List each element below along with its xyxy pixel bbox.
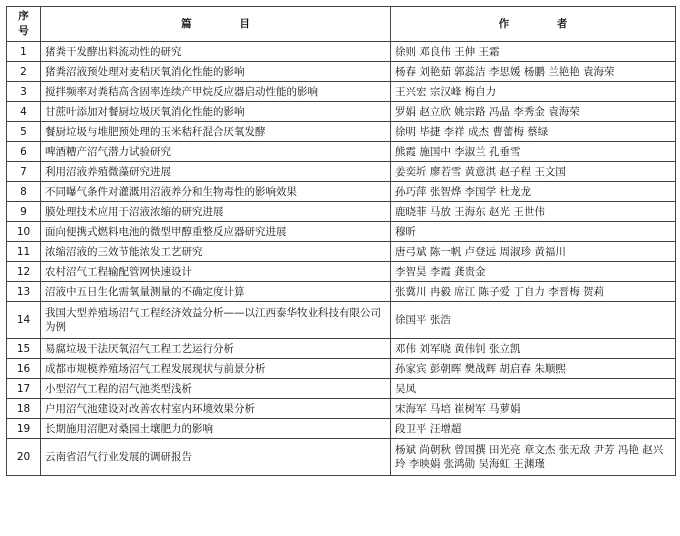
cell-authors: 孙家宾 彭朝晖 樊战辉 胡启春 朱顺熙: [391, 359, 676, 379]
cell-title: 云南省沼气行业发展的调研报告: [41, 439, 391, 476]
article-table: [6, 6, 676, 476]
cell-title: 易腐垃圾干法厌氧沼气工程工艺运行分析: [41, 339, 391, 359]
table-row: [7, 439, 676, 476]
header-number-line1: 序: [18, 10, 29, 22]
cell-number: 5: [7, 122, 41, 142]
cell-number: 4: [7, 102, 41, 122]
table-row: [7, 222, 676, 242]
cell-authors: 孙巧萍 张智烨 李国学 杜龙龙: [391, 182, 676, 202]
cell-number: 2: [7, 62, 41, 82]
header-title: 篇 目: [41, 7, 391, 42]
table-row: [7, 142, 676, 162]
cell-authors: 宋海军 马培 崔树军 马萝娟: [391, 399, 676, 419]
table-header-row: [7, 7, 676, 42]
table-row: [7, 82, 676, 102]
cell-authors: 徐明 毕捷 李祥 成杰 曹蕾梅 蔡绿: [391, 122, 676, 142]
cell-authors: 吴凤: [391, 379, 676, 399]
cell-title: 猪粪干发酵出料流动性的研究: [41, 42, 391, 62]
cell-title: 利用沼液养殖微藻研究进展: [41, 162, 391, 182]
table-row: [7, 62, 676, 82]
table-row: [7, 122, 676, 142]
cell-authors: 段卫平 汪增超: [391, 419, 676, 439]
cell-authors: 杨斌 尚朝秋 曾国撰 田光亮 章文杰 张无敌 尹芳 冯艳 赵兴玲 李映娟 张鸿勋 吴海虹 王渊瑾: [391, 439, 676, 476]
cell-authors: 罗娟 赵立欣 姚宗路 冯晶 李秀金 袁海荣: [391, 102, 676, 122]
cell-title: 小型沼气工程的沼气池类型浅析: [41, 379, 391, 399]
cell-authors: 李智昊 李霞 龚贵金: [391, 262, 676, 282]
table-row: [7, 302, 676, 339]
table-row: [7, 379, 676, 399]
cell-number: 12: [7, 262, 41, 282]
cell-authors: 唐弓斌 陈一帆 卢登远 周淑珍 黄福川: [391, 242, 676, 262]
header-number-line2: 号: [18, 25, 29, 37]
cell-number: 1: [7, 42, 41, 62]
table-row: [7, 399, 676, 419]
cell-title: 户用沼气池建设对改善农村室内环境效果分析: [41, 399, 391, 419]
cell-authors: 王兴宏 宗汉峰 梅自力: [391, 82, 676, 102]
cell-number: 20: [7, 439, 41, 476]
cell-title: 啤酒糟产沼气潜力试验研究: [41, 142, 391, 162]
cell-number: 7: [7, 162, 41, 182]
cell-title: 搅拌频率对粪秸高含固率连续产甲烷反应器启动性能的影响: [41, 82, 391, 102]
cell-title: 甘蔗叶添加对餐厨垃圾厌氧消化性能的影响: [41, 102, 391, 122]
table-row: [7, 102, 676, 122]
table-row: [7, 182, 676, 202]
cell-number: 11: [7, 242, 41, 262]
cell-title: 猪粪沼液预处理对麦秸厌氧消化性能的影响: [41, 62, 391, 82]
cell-authors: 鹿晓菲 马放 王海东 赵光 王世伟: [391, 202, 676, 222]
cell-title: 餐厨垃圾与堆肥预处理的玉米秸秆混合厌氧发酵: [41, 122, 391, 142]
cell-title: 膜处理技术应用于沼液浓缩的研究进展: [41, 202, 391, 222]
table-row: [7, 282, 676, 302]
cell-number: 18: [7, 399, 41, 419]
cell-authors: 姜奕圻 廖若雪 黄意淇 赵子程 王文国: [391, 162, 676, 182]
cell-number: 17: [7, 379, 41, 399]
article-table-container: [6, 6, 676, 476]
table-body: [7, 42, 676, 476]
cell-authors: 张冀川 冉毅 席江 陈子爱 丁自力 李晋梅 贺莉: [391, 282, 676, 302]
cell-number: 10: [7, 222, 41, 242]
table-row: [7, 42, 676, 62]
cell-number: 15: [7, 339, 41, 359]
cell-number: 13: [7, 282, 41, 302]
cell-title: 长期施用沼肥对桑园土壤肥力的影响: [41, 419, 391, 439]
cell-authors: 熊霞 施国中 李淑兰 孔垂雪: [391, 142, 676, 162]
header-authors: 作 者: [391, 7, 676, 42]
cell-title: 沼液中五日生化需氧量测量的不确定度计算: [41, 282, 391, 302]
cell-authors: 徐国平 张浩: [391, 302, 676, 339]
cell-number: 8: [7, 182, 41, 202]
cell-number: 19: [7, 419, 41, 439]
cell-authors: 邓伟 刘军晓 黄伟钊 张立凯: [391, 339, 676, 359]
cell-number: 9: [7, 202, 41, 222]
cell-title: 面向便携式燃料电池的微型甲醇重整反应器研究进展: [41, 222, 391, 242]
cell-number: 16: [7, 359, 41, 379]
cell-authors: 杨春 刘艳茹 郭蕊洁 李思媛 杨鹏 兰艳艳 袁海荣: [391, 62, 676, 82]
cell-authors: 穆昕: [391, 222, 676, 242]
table-row: [7, 162, 676, 182]
cell-title: 我国大型养殖场沼气工程经济效益分析——以江西泰华牧业科技有限公司为例: [41, 302, 391, 339]
cell-title: 浓缩沼液的三效节能浓发工艺研究: [41, 242, 391, 262]
cell-title: 农村沼气工程输配管网快速设计: [41, 262, 391, 282]
cell-number: 14: [7, 302, 41, 339]
cell-title: 不同曝气条件对灌溉用沼液养分和生物毒性的影响效果: [41, 182, 391, 202]
table-row: [7, 419, 676, 439]
cell-title: 成都市规模养殖场沼气工程发展现状与前景分析: [41, 359, 391, 379]
table-row: [7, 339, 676, 359]
table-row: [7, 242, 676, 262]
table-row: [7, 202, 676, 222]
cell-authors: 徐则 邓良伟 王伸 王霜: [391, 42, 676, 62]
cell-number: 6: [7, 142, 41, 162]
table-row: [7, 359, 676, 379]
table-row: [7, 262, 676, 282]
header-number: [7, 7, 41, 42]
cell-number: 3: [7, 82, 41, 102]
